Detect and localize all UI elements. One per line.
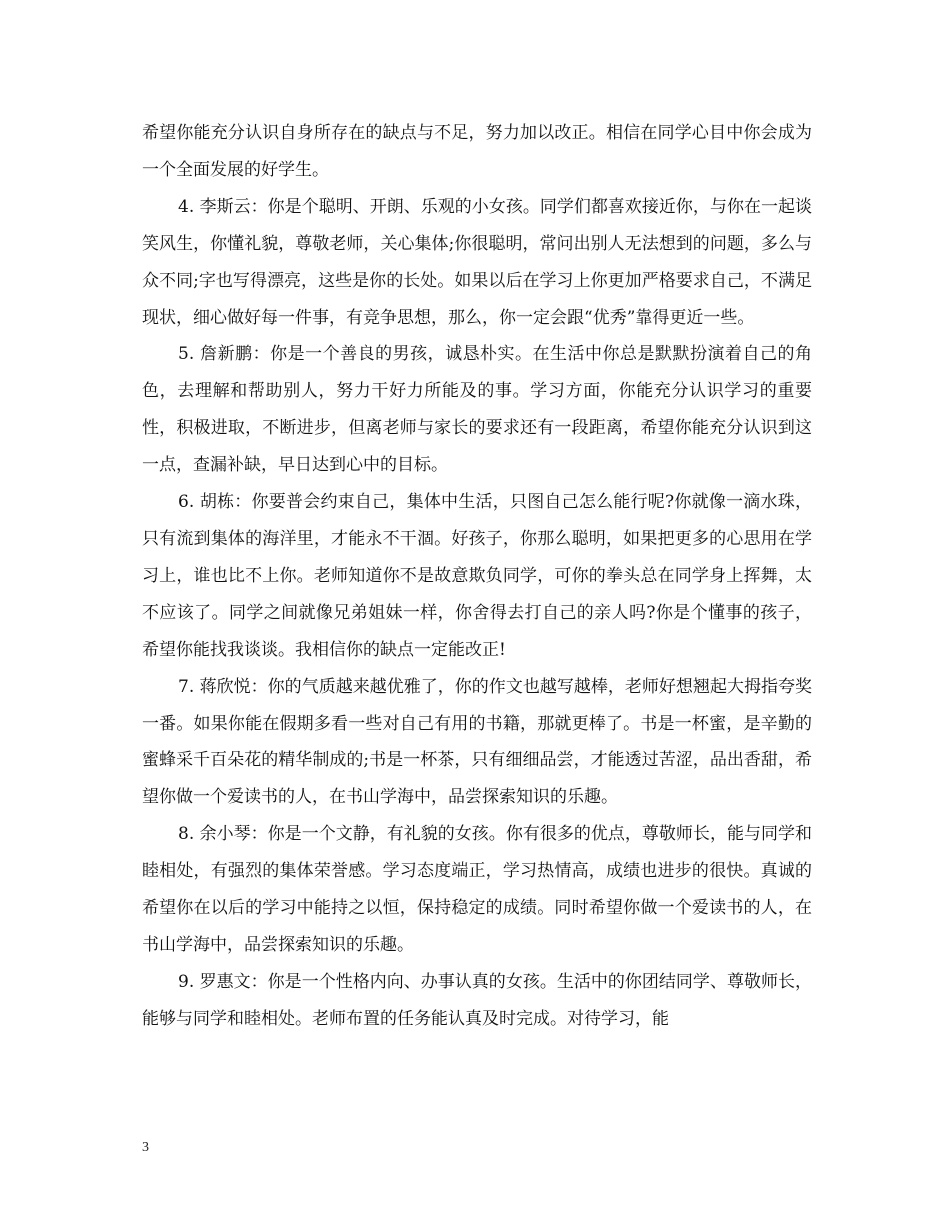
paragraph-comment-5: 5. 詹新鹏：你是一个善良的男孩，诚恳朴实。在生活中你总是默默扮演着自己的角色，去理解和帮助别人，努力干好力所能及的事。学习方面，你能充分认识学习的重要性，积极进取，不断进步，但离老师与家长的要求还有一段距离，希望你能充分认识到这一点，查漏补缺，早日达到心中的目标。 [142,344,812,476]
document-body [142,115,812,1038]
page-number: 3 [142,1140,149,1155]
paragraph-continuation: 希望你能充分认识自身所存在的缺点与不足，努力加以改正。相信在同学心目中你会成为一个全面发展的好学生。 [142,123,812,180]
paragraph-comment-6: 6. 胡栋：你要普会约束自己，集体中生活，只图自己怎么能行呢?你就像一滴水珠，只有流到集体的海洋里，才能永不干涸。好孩子，你那么聪明，如果把更多的心思用在学习上，谁也比不上你。老师知道你不是故意欺负同学，可你的拳头总在同学身上挥舞，太不应该了。同学之间就像兄弟姐妹一样，你舍得去打自己的亲人吗?你是个懂事的孩子，希望你能找我谈谈。我相信你的缺点一定能改正! [142,492,812,660]
paragraph-comment-8: 8. 余小琴：你是一个文静，有礼貌的女孩。你有很多的优点，尊敬师长，能与同学和睦相处，有强烈的集体荣誉感。学习态度端正，学习热情高，成绩也进步的很快。真诚的希望你在以后的学习中能持之以恒，保持稳定的成绩。同时希望你做一个爱读书的人，在书山学海中，品尝探索知识的乐趣。 [142,824,812,955]
paragraph-comment-9: 9. 罗惠文：你是一个性格内向、办事认真的女孩。生活中的你团结同学、尊敬师长，能够与同学和睦相处。老师布置的任务能认真及时完成。对待学习，能 [142,971,812,1029]
paragraph-comment-4: 4. 李斯云：你是个聪明、开朗、乐观的小女孩。同学们都喜欢接近你，与你在一起谈笑风生，你懂礼貌，尊敬老师，关心集体;你很聪明，常问出别人无法想到的问题，多么与众不同;字也写得漂亮，这些是你的长处。如果以后在学习上你更加严格要求自己，不满足现状，细心做好每一件事，有竞争思想，那么，你一定会跟“优秀”靠得更近一些。 [142,196,812,328]
paragraph-comment-7: 7. 蒋欣悦：你的气质越来越优雅了，你的作文也越写越棒，老师好想翘起大拇指夸奖一番。如果你能在假期多看一些对自己有用的书籍，那就更棒了。书是一杯蜜，是辛勤的蜜蜂采千百朵花的精华制成的;书是一杯茶，只有细细品尝，才能透过苦涩，品出香甜，希望你做一个爱读书的人，在书山学海中，品尝探索知识的乐趣。 [142,676,812,808]
